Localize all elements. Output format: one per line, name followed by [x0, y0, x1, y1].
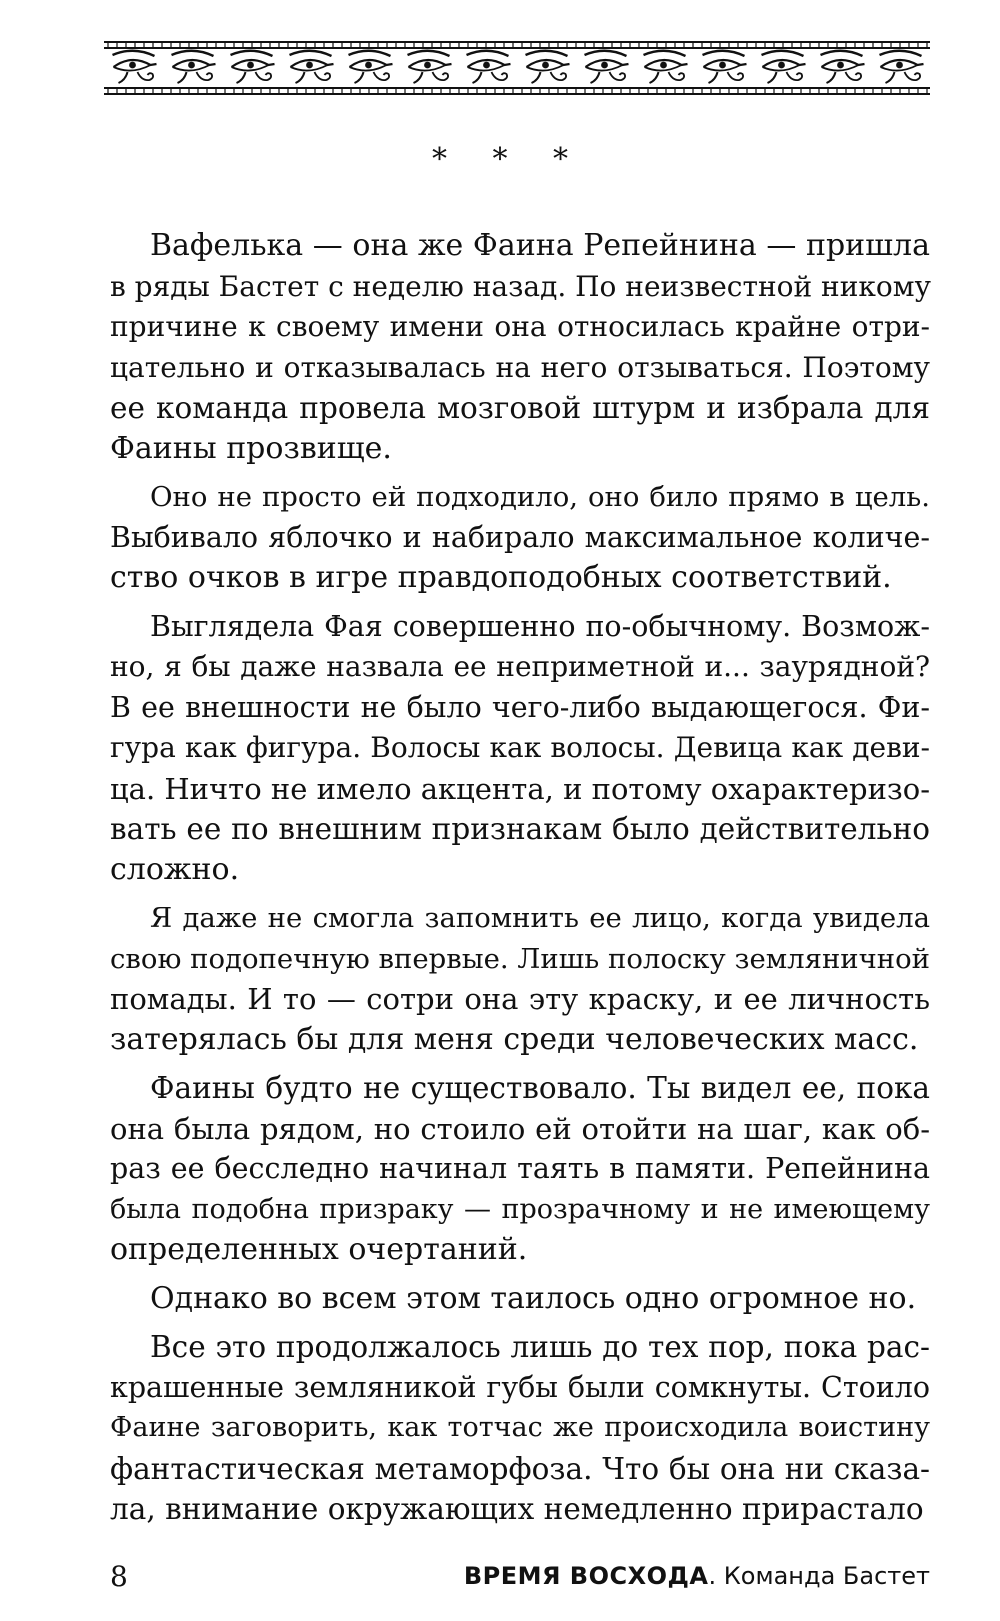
text-line: Я даже не смогла запомнить ее лицо, когда увидела	[150, 902, 930, 934]
text-line: фантастическая метаморфоза. Что бы она ни сказа-	[110, 1451, 930, 1486]
paragraph	[110, 1068, 930, 1271]
text-line: крашенные земляникой губы были сомкнуты. Стоило	[110, 1370, 930, 1404]
paragraph	[110, 226, 930, 469]
eye-of-horus-icon	[349, 51, 393, 83]
paragraph	[110, 1279, 930, 1320]
page-footer	[110, 1560, 930, 1600]
text-line: В ее внешности не было чего-либо выдающегося. Фи-	[110, 690, 930, 724]
eye-of-horus-icon	[585, 51, 629, 83]
eye-of-horus-icon	[172, 51, 216, 83]
text-line: причине к своему имени она относилась крайне отри-	[110, 310, 930, 343]
eye-of-horus-icon	[113, 51, 157, 83]
text-line: в ряды Бастет с неделю назад. По неизвестной никому	[110, 269, 931, 303]
eye-of-horus-icon	[880, 51, 924, 83]
text-line: свою подопечную впервые. Лишь полоску земляничной	[110, 942, 930, 975]
text-line: Оно не просто ей подходило, оно било прямо в цель.	[150, 481, 930, 513]
text-line: цательно и отказывалась на него отзываться. Поэтому	[110, 350, 930, 384]
text-line: раз ее бесследно начинал таять в памяти. Репейнина	[110, 1152, 930, 1185]
text-line: затерялась бы для меня среди человеческих масс.	[110, 1021, 919, 1057]
eye-of-horus-icon	[703, 51, 747, 83]
eye-of-horus-icon	[290, 51, 334, 83]
text-line: ее команда провела мозговой штурм и избрала для	[110, 391, 930, 425]
text-line: Фаины будто не существовало. Ты видел ее, пока	[150, 1071, 930, 1105]
text-line: помады. И то — сотри она эту краску, и ее личность	[110, 982, 930, 1016]
bottom-rail	[104, 88, 930, 94]
text-line: ство очков в игре правдоподобных соответствий.	[110, 560, 892, 595]
text-line: но, я бы даже назвала ее неприметной и... заурядной?	[110, 650, 930, 683]
text-line: Фаины прозвище.	[110, 430, 392, 466]
text-line: Все это продолжалось лишь до тех пор, пока рас-	[150, 1330, 930, 1364]
top-rail	[104, 42, 930, 48]
text-line: определенных очертаний.	[110, 1232, 528, 1267]
book-title: . Команда Бастет	[708, 1562, 930, 1590]
eye-of-horus-icon	[644, 51, 688, 83]
body-text	[110, 226, 930, 1530]
text-line: была подобна призраку — прозрачному и не имеющему	[110, 1193, 930, 1225]
eye-of-horus-icon	[231, 51, 275, 83]
eye-of-horus-icon	[526, 51, 570, 83]
paragraph	[110, 477, 930, 599]
eye-of-horus-icon	[467, 51, 511, 83]
text-line: Однако во всем этом таилось одно огромное но.	[150, 1280, 917, 1316]
running-title	[464, 1562, 930, 1590]
text-line: сложно.	[110, 851, 240, 887]
series-title: ВРЕМЯ ВОСХОДА	[463, 1562, 709, 1590]
page-number: 8	[110, 1560, 128, 1593]
text-line: ца. Ничто не имело акцента, и потому охарактеризо-	[110, 771, 931, 806]
section-separator: * * *	[431, 142, 587, 177]
text-line: Вафелька — она же Фаина Репейнина — пришла	[150, 228, 930, 263]
text-line: гура как фигура. Волосы как волосы. Девица как деви-	[110, 731, 930, 764]
text-line: вать ее по внешним признакам было действительно	[110, 812, 930, 846]
text-line: ла, внимание окружающих немедленно прирастало	[110, 1492, 924, 1526]
paragraph	[110, 1327, 930, 1530]
text-line: она была рядом, но стоило ей отойти на шаг, как об-	[110, 1111, 930, 1146]
eye-of-horus-icon	[821, 51, 865, 83]
text-line: Выглядела Фая совершенно по-обычному. Возмож-	[150, 609, 930, 643]
paragraph	[110, 607, 930, 891]
paragraph	[110, 898, 930, 1060]
eye-of-horus-icon	[762, 51, 806, 83]
eye-of-horus-border	[104, 40, 930, 96]
eye-of-horus-icon	[408, 51, 452, 83]
text-line: Фаине заговорить, как тотчас же происходила воистину	[110, 1412, 930, 1443]
text-line: Выбивало яблочко и набирало максимальное количе-	[110, 520, 930, 554]
